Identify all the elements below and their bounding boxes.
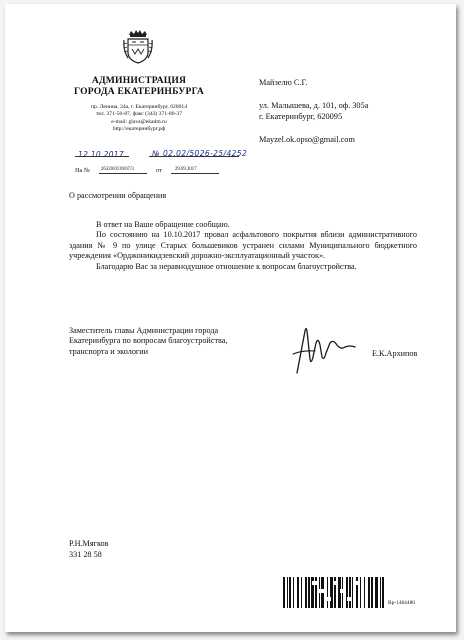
sender-address: пр. Ленина, 24а, г. Екатеринбург, 620014 [91, 104, 187, 110]
recipient-name: Майзелю С.Г. [259, 78, 308, 87]
handwritten-number: № 02.02/5026-25/4252 [152, 149, 248, 158]
reference-ot-value: 29.09.2017 [175, 167, 197, 172]
barcode-bar [289, 577, 291, 608]
coat-of-arms-icon [123, 30, 153, 64]
sender-organization [71, 75, 207, 97]
date-underline [75, 156, 129, 157]
letter-page [5, 4, 456, 632]
barcode-bar [283, 577, 285, 608]
barcode-bar [297, 577, 299, 608]
barcode-bar [364, 577, 365, 608]
sender-email: e-mail: glava@ekadm.ru [111, 118, 167, 125]
barcode-bar [380, 577, 381, 608]
sender-contacts [79, 104, 199, 133]
barcode-bar [352, 577, 353, 608]
barcode-gap [326, 597, 331, 601]
recipient-street: ул. Малышева, д. 101, оф. 305а [259, 100, 369, 110]
barcode-bar [371, 577, 373, 608]
number-underline [149, 156, 239, 157]
document-id: Вр-1484486 [388, 600, 415, 606]
body-paragraph: Благодарю Вас за неравнодушное отношение к вопросам благоустройства. [96, 261, 357, 271]
sender-title-line1: АДМИНИСТРАЦИЯ [91, 75, 187, 86]
barcode-gap [354, 581, 359, 585]
barcode-bar [301, 577, 302, 608]
handwritten-signature [277, 317, 357, 375]
barcode-bar [287, 577, 288, 608]
barcode-bar [327, 577, 328, 608]
body-paragraph: В ответ на Ваше обращение сообщаю. [96, 220, 230, 229]
barcode-bar [293, 577, 294, 608]
reference-na-underline [99, 173, 147, 174]
sender-phone: тел. 371-50-87, факс (343) 371-80-37 [95, 111, 182, 118]
barcode-bar [360, 577, 361, 608]
barcode-gap [319, 589, 324, 593]
handwritten-date: 12.10.2017 [78, 150, 124, 159]
letter-body [69, 220, 417, 272]
barcode-bar [330, 577, 333, 608]
barcode-bar [308, 577, 310, 608]
barcode-gap [333, 581, 338, 585]
barcode [282, 577, 386, 608]
signatory-title-line3: транспорта и экологии [69, 346, 149, 356]
barcode-gap [340, 589, 345, 593]
reference-ot-underline [171, 173, 219, 174]
signatory-title [69, 326, 227, 357]
barcode-gap [312, 581, 317, 585]
signatory-title-line2: Екатеринбурга по вопросам благоустройства, [69, 336, 228, 346]
reference-ot-label: от [156, 167, 162, 174]
reference-na-value: 26320/0139/67/3 [101, 167, 134, 172]
executor-name: Р.Н.Мягков [69, 539, 109, 548]
barcode-bar [382, 577, 384, 608]
barcode-bar [375, 577, 378, 608]
barcode-bar [346, 577, 348, 608]
reference-na-label: На № [75, 167, 90, 174]
barcode-gap [347, 597, 352, 601]
body-paragraph: По состоянию на 10.10.2017 провал асфальтового покрытия вблизи административного здания № 9 по улице Старых большевиков устранен силами Муниципального бюджетного учреждения «Орджоникидзевский дорожно-эксплуатационный участок». [69, 230, 417, 261]
recipient-city: г. Екатеринбург, 620095 [259, 112, 343, 122]
barcode-bar [368, 577, 370, 608]
executor-phone: 331 28 58 [69, 550, 102, 560]
letter-subject: О рассмотрении обращения [69, 191, 167, 200]
sender-title-line2: ГОРОДА ЕКАТЕРИНБУРГА [74, 86, 204, 97]
barcode-bar [305, 577, 307, 608]
recipient-email: Mayzel.ok.opso@gmail.com [259, 134, 355, 144]
executor-block [69, 538, 108, 561]
barcode-bar [349, 577, 351, 608]
signatory-name: Е.К.Архипов [372, 349, 418, 358]
sender-website: http://екатеринбург.рф [112, 125, 166, 132]
recipient-block [259, 77, 368, 145]
signatory-title-line1: Заместитель главы Администрации города [69, 326, 219, 335]
